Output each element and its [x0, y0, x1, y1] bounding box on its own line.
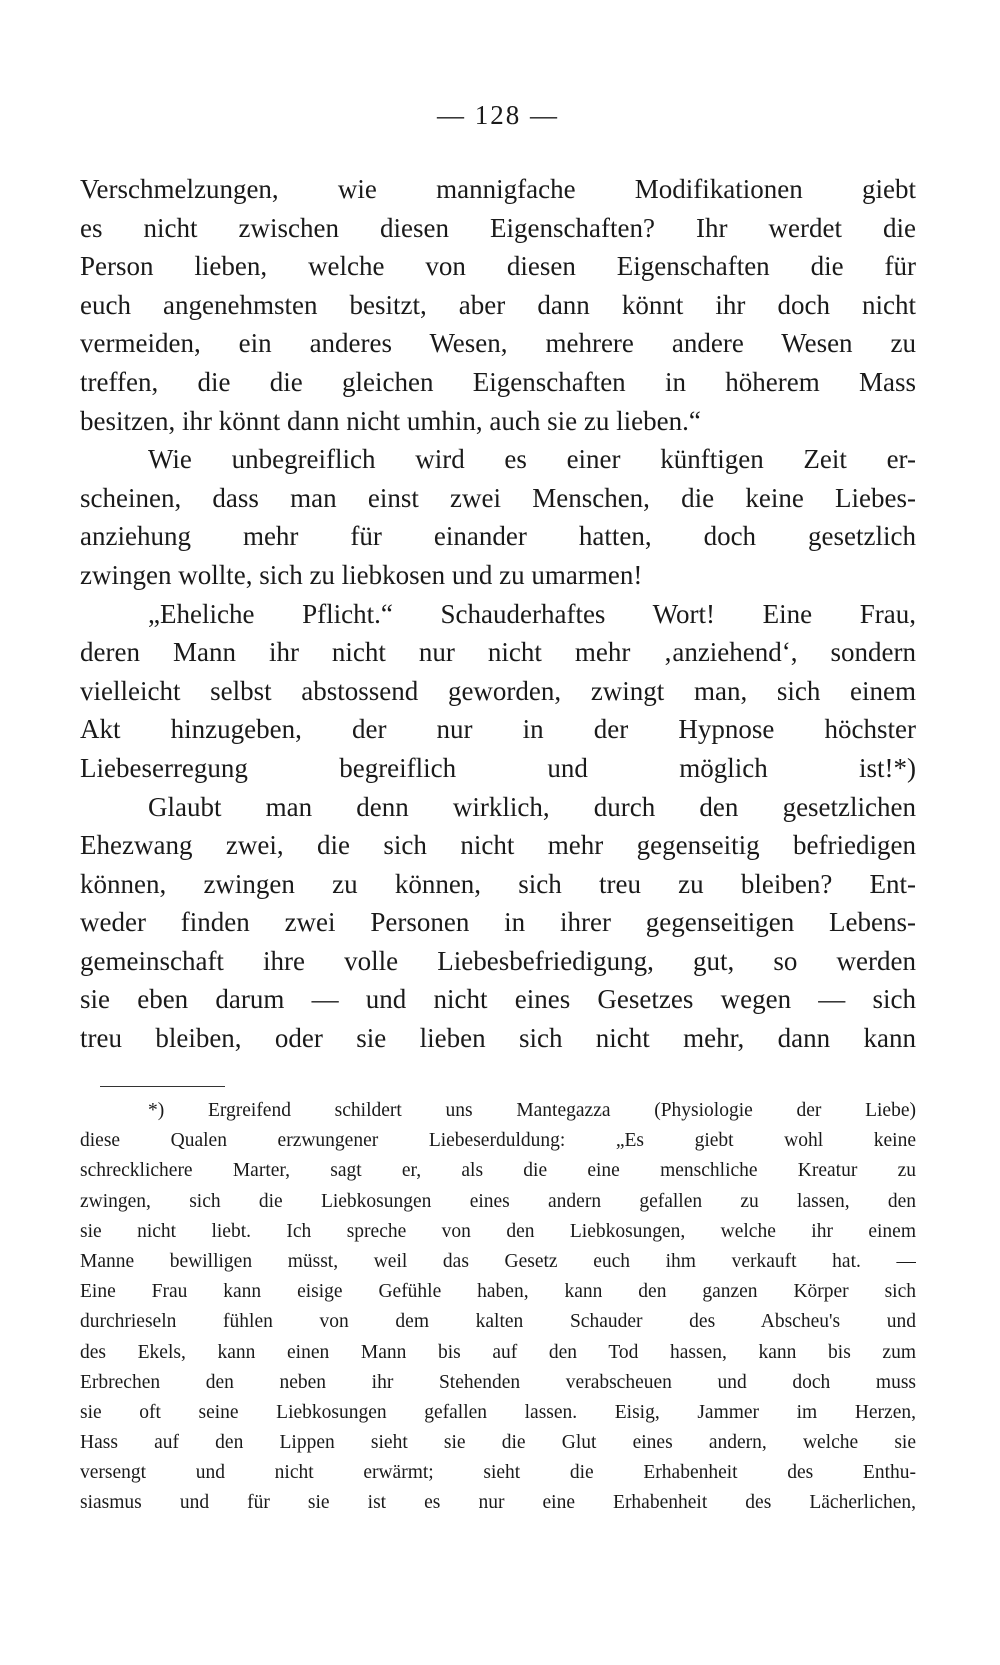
text-line: anziehung mehr für einander hatten, doch gesetzlich	[80, 521, 916, 552]
footnote-line: Eine Frau kann eisige Gefühle haben, kann den ganzen Körper sich	[80, 1281, 916, 1303]
text-line: Liebeserregung begreiflich und möglich ist!*)	[80, 752, 916, 783]
text-line: weder finden zwei Personen in ihrer gegenseitigen Lebens-	[80, 907, 916, 938]
text-line: deren Mann ihr nicht nur nicht mehr ‚anziehend‘, sondern	[80, 637, 916, 668]
text-line: vermeiden, ein anderes Wesen, mehrere andere Wesen zu	[80, 328, 916, 359]
text-line: zwingen wollte, sich zu liebkosen und zu umarmen!	[80, 559, 643, 590]
footnote-line: Erbrechen den neben ihr Stehenden verabscheuen und doch muss	[80, 1371, 916, 1393]
footnote-line: Manne bewilligen müsst, weil das Gesetz euch ihm verkauft hat. —	[80, 1250, 916, 1272]
text-line: es nicht zwischen diesen Eigenschaften? Ihr werdet die	[80, 212, 916, 243]
footnote-line: diese Qualen erzwungener Liebeserduldung: „Es giebt wohl keine	[80, 1130, 916, 1152]
text-line: treu bleiben, oder sie lieben sich nicht mehr, dann kann	[80, 1023, 916, 1054]
text-line: Ehezwang zwei, die sich nicht mehr gegenseitig befriedigen	[80, 830, 916, 861]
text-line: sie eben darum — und nicht eines Gesetzes wegen — sich	[80, 984, 916, 1015]
text-line: Wie unbegreiflich wird es einer künftigen Zeit er-	[148, 444, 916, 475]
text-line: Glaubt man denn wirklich, durch den gesetzlichen	[148, 791, 916, 822]
footnote-line: *) Ergreifend schildert uns Mantegazza (Physiologie der Liebe)	[148, 1100, 916, 1121]
text-line: scheinen, dass man einst zwei Menschen, die keine Liebes-	[80, 482, 916, 513]
footnote-line: Hass auf den Lippen sieht sie die Glut eines andern, welche sie	[80, 1432, 916, 1454]
footnote-line: des Ekels, kann einen Mann bis auf den Tod hassen, kann bis zum	[80, 1341, 916, 1363]
footnote-line: schrecklichere Marter, sagt er, als die eine menschliche Kreatur zu	[80, 1160, 916, 1182]
footnote-line: zwingen, sich die Liebkosungen eines andern gefallen zu lassen, den	[80, 1190, 916, 1212]
footnote	[80, 1096, 916, 1519]
page-number: — 128 —	[437, 100, 559, 130]
text-line: Verschmelzungen, wie mannigfache Modifikationen giebt	[80, 174, 916, 204]
text-line: euch angenehmsten besitzt, aber dann könnt ihr doch nicht	[80, 289, 916, 320]
text-line: gemeinschaft ihre volle Liebesbefriedigung, gut, so werden	[80, 945, 916, 976]
text-line: können, zwingen zu können, sich treu zu bleiben? Ent-	[80, 868, 916, 899]
text-line: Person lieben, welche von diesen Eigenschaften die für	[80, 251, 916, 282]
text-line: besitzen, ihr könnt dann nicht umhin, auch sie zu lieben.“	[80, 405, 701, 436]
footnote-line: durchrieseln fühlen von dem kalten Schauder des Abscheu's und	[80, 1311, 916, 1333]
footnote-separator	[100, 1086, 225, 1087]
text-line: Akt hinzugeben, der nur in der Hypnose höchster	[80, 714, 916, 745]
text-line: vielleicht selbst abstossend geworden, zwingt man, sich einem	[80, 675, 916, 706]
footnote-line: sie nicht liebt. Ich spreche von den Liebkosungen, welche ihr einem	[80, 1220, 916, 1242]
body-text	[80, 170, 916, 1058]
text-line: treffen, die die gleichen Eigenschaften in höherem Mass	[80, 366, 916, 397]
footnote-line: sie oft seine Liebkosungen gefallen lassen. Eisig, Jammer im Herzen,	[80, 1401, 916, 1423]
text-line: „Eheliche Pflicht.“ Schauderhaftes Wort! Eine Frau,	[148, 598, 916, 629]
footnote-line: siasmus und für sie ist es nur eine Erhabenheit des Lächerlichen,	[80, 1492, 916, 1514]
footnote-line: versengt und nicht erwärmt; sieht die Erhabenheit des Enthu-	[80, 1462, 916, 1484]
